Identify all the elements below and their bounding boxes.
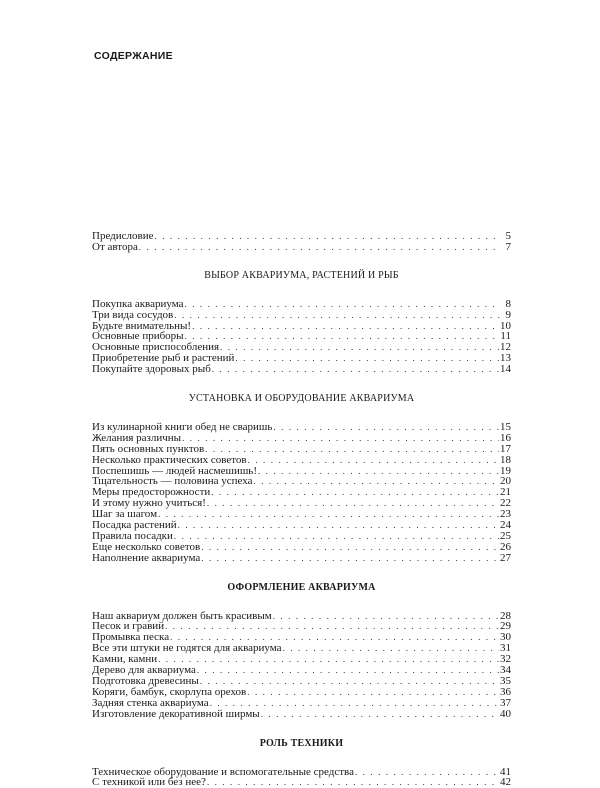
toc-entry-page: 15 (500, 422, 511, 433)
toc-entry-page: 35 (500, 676, 511, 687)
toc-entry-page: 20 (500, 476, 511, 487)
dot-leader (178, 520, 499, 531)
toc-entry-page: 40 (500, 709, 511, 720)
toc-entry-page: 31 (500, 643, 511, 654)
toc-entry-page: 34 (500, 665, 511, 676)
toc-entry-page: 26 (500, 542, 511, 553)
dot-leader (185, 331, 500, 342)
toc-entry-page: 32 (500, 654, 511, 665)
page-title: СОДЕРЖАНИЕ (94, 50, 173, 62)
toc-entry (92, 310, 511, 321)
toc-entry-title: Несколько практических советов (92, 455, 247, 466)
toc-entry-title: Покупайте здоровых рыб (92, 364, 211, 375)
dot-leader (235, 353, 499, 364)
front-matter-list (92, 231, 511, 253)
toc-entry-page: 21 (500, 487, 511, 498)
section-heading: УСТАНОВКА И ОБОРУДОВАНИЕ АКВАРИУМА (92, 393, 511, 405)
dot-leader (220, 342, 499, 353)
toc-entry (92, 242, 511, 253)
toc-entry-title: Основные приборы (92, 331, 184, 342)
dot-leader (158, 509, 499, 520)
dot-leader (261, 709, 499, 720)
toc-entry-title: Основные приспособления (92, 342, 219, 353)
dot-leader (247, 687, 499, 698)
toc-entry-title: Дерево для аквариума (92, 665, 196, 676)
toc-entry-title: Посадка растений (92, 520, 177, 531)
toc-entry-title: Песок и гравий (92, 621, 164, 632)
toc-entry-page: 19 (500, 466, 511, 477)
toc-entry-title: Пять основных пунктов (92, 444, 204, 455)
toc-entry-title: Все эти штуки не годятся для аквариума (92, 643, 282, 654)
dot-leader (283, 643, 499, 654)
toc-entry-page: 5 (501, 231, 511, 242)
toc-entry-title: Камни, камни (92, 654, 157, 665)
section-heading: ОФОРМЛЕНИЕ АКВАРИУМА (92, 582, 511, 594)
toc-entry (92, 553, 511, 564)
toc-entry-title: Коряги, бамбук, скорлупа орехов (92, 687, 246, 698)
toc-entry-title: Поспешишь — людей насмешишь! (92, 466, 257, 477)
toc-entry-page: 30 (500, 632, 511, 643)
section-entries (92, 611, 511, 720)
toc-entry-page: 10 (500, 321, 511, 332)
dot-leader (201, 542, 499, 553)
dot-leader (205, 444, 499, 455)
toc-entry-page: 36 (500, 687, 511, 698)
toc-entry-title: Шаг за шагом (92, 509, 157, 520)
toc-entry-title: Будьте внимательны! (92, 321, 191, 332)
toc-entry-title: Наполнение аквариума (92, 553, 200, 564)
dot-leader (201, 553, 499, 564)
dot-leader (273, 611, 499, 622)
section-entries (92, 422, 511, 564)
dot-leader (174, 531, 499, 542)
toc-entry-page: 23 (500, 509, 511, 520)
toc-entry-page: 18 (500, 455, 511, 466)
section-entries (92, 767, 511, 788)
toc-entry-title: Техническое оборудование и вспомогательные средства (92, 767, 354, 778)
toc-entry-page: 24 (500, 520, 511, 531)
toc-entry-title: Желания различны (92, 433, 181, 444)
dot-leader (212, 364, 499, 375)
toc-entry-title: Из кулинарной книги обед не сваришь (92, 422, 272, 433)
toc-entry-page: 29 (500, 621, 511, 632)
toc-entry (92, 709, 511, 720)
toc-entry (92, 455, 511, 466)
toc-entry-title: Предисловие (92, 231, 154, 242)
toc-entry-page: 41 (500, 767, 511, 778)
dot-leader (155, 231, 501, 242)
toc-entry (92, 231, 511, 242)
toc-entry (92, 777, 511, 788)
toc-entry-page: 11 (500, 331, 511, 342)
toc-entry-title: От автора (92, 242, 138, 253)
dot-leader (355, 767, 499, 778)
toc-entry-page: 16 (500, 433, 511, 444)
toc-entry-title: Изготовление декоративной ширмы (92, 709, 260, 720)
dot-leader (182, 433, 499, 444)
toc-entry-title: Три вида сосудов (92, 310, 173, 321)
table-of-contents (92, 231, 511, 788)
toc-entry-page: 22 (500, 498, 511, 509)
toc-entry-page: 25 (500, 531, 511, 542)
toc-entry-page: 37 (500, 698, 511, 709)
dot-leader (211, 487, 499, 498)
dot-leader (258, 466, 499, 477)
toc-entry-title: С техникой или без нее? (92, 777, 206, 788)
toc-entry-title: Подготовка древесины (92, 676, 199, 687)
dot-leader (207, 777, 499, 788)
dot-leader (248, 455, 499, 466)
dot-leader (192, 321, 499, 332)
toc-entry-page: 9 (501, 310, 511, 321)
dot-leader (254, 476, 499, 487)
dot-leader (197, 665, 499, 676)
toc-entry-title: Промывка песка (92, 632, 169, 643)
toc-entry-title: Правила посадки (92, 531, 173, 542)
toc-entry-page: 12 (500, 342, 511, 353)
section-heading: РОЛЬ ТЕХНИКИ (92, 738, 511, 750)
toc-entry-page: 14 (500, 364, 511, 375)
toc-entry-page: 17 (500, 444, 511, 455)
dot-leader (210, 698, 499, 709)
toc-entry-title: Приобретение рыб и растений (92, 353, 234, 364)
toc-entry-title: Покупка аквариума (92, 299, 184, 310)
toc-entry-title: Еще несколько советов (92, 542, 200, 553)
section-entries (92, 299, 511, 375)
toc-entry-page: 27 (500, 553, 511, 564)
toc-entry (92, 364, 511, 375)
dot-leader (174, 310, 500, 321)
toc-entry-page: 13 (500, 353, 511, 364)
toc-entry-title: Тщательность — половина успеха (92, 476, 253, 487)
section-heading: ВЫБОР АКВАРИУМА, РАСТЕНИЙ И РЫБ (92, 270, 511, 282)
dot-leader (273, 422, 499, 433)
toc-entry-title: Наш аквариум должен быть красивым (92, 611, 272, 622)
dot-leader (185, 299, 501, 310)
dot-leader (158, 654, 499, 665)
dot-leader (207, 498, 499, 509)
dot-leader (139, 242, 500, 253)
toc-entry-page: 8 (501, 299, 511, 310)
toc-entry-title: Меры предосторожности (92, 487, 210, 498)
toc-entry-title: И этому нужно учиться! (92, 498, 206, 509)
toc-entry-page: 42 (500, 777, 511, 788)
toc-entry-page: 7 (501, 242, 511, 253)
toc-entry (92, 698, 511, 709)
toc-entry-title: Задняя стенка аквариума (92, 698, 209, 709)
toc-entry-page: 28 (500, 611, 511, 622)
dot-leader (165, 621, 499, 632)
